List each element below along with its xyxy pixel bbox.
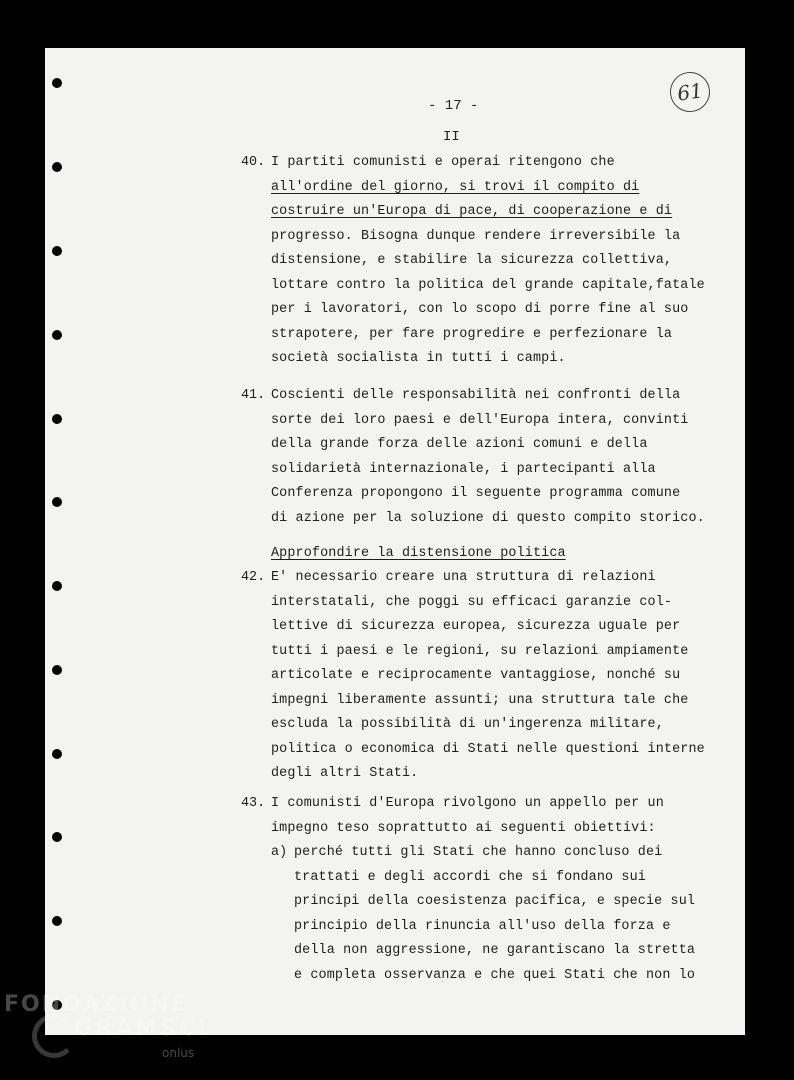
fondazione-gramsci-watermark [4, 992, 210, 1060]
text-line: principio della rinuncia all'uso della forza e [294, 918, 671, 934]
text-line: solidarietà internazionale, i partecipanti alla [271, 461, 656, 477]
text-line: E' necessario creare una struttura di relazioni [271, 570, 656, 585]
text-line: lottare contro la politica del grande capitale,fatale [271, 277, 705, 293]
text-line: degli altri Stati. [271, 766, 419, 781]
text-line: di azione per la soluzione di questo compito storico. [271, 510, 705, 526]
punch-hole [52, 162, 62, 172]
punch-hole [52, 581, 62, 591]
watermark-line2: GRAMSCI [74, 1016, 210, 1041]
text-line: principi della coesistenza pacifica, e specie sul [294, 894, 696, 909]
text-line: della non aggressione, ne garantiscano la stretta [294, 943, 696, 958]
text-line: della grande forza delle azioni comuni e della [271, 437, 648, 452]
text-line: politica o economica di Stati nelle questioni interne [271, 741, 705, 757]
section-heading: II [443, 129, 460, 145]
punch-hole [52, 78, 62, 88]
text-line: impegno teso soprattutto ai seguenti obiettivi: [271, 820, 656, 836]
text-line: società socialista in tutti i campi. [271, 351, 566, 366]
text-line: lettive di sicurezza europea, sicurezza uguale per [271, 619, 681, 634]
text-line: per i lavoratori, con lo scopo di porre fine al suo [271, 302, 689, 317]
watermark-line1: FONDAZIONE [4, 992, 188, 1017]
punch-hole [52, 832, 62, 842]
text-line: e completa osservanza e che quei Stati che non lo [294, 967, 696, 983]
page-number: - 17 - [428, 98, 479, 114]
text-line: sorte dei loro paesi e dell'Europa intera, convinti [271, 412, 689, 428]
text-line: I comunisti d'Europa rivolgono un appello per un [271, 796, 664, 811]
text-line: distensione, e stabilire la sicurezza collettiva, [271, 253, 673, 268]
paragraph-number: 43. [241, 796, 266, 811]
list-marker: a) [271, 845, 288, 860]
punch-hole [52, 246, 62, 256]
paragraph-42 [271, 566, 705, 787]
punch-hole [52, 414, 62, 424]
text-line: articolate e reciprocamente vantaggiose, nonché su [271, 668, 681, 683]
text-line: perché tutti gli Stati che hanno concluso dei [294, 845, 663, 860]
text-line: interstatali, che poggi su efficaci garanzie col- [271, 594, 673, 610]
paragraph-40 [271, 151, 705, 372]
punch-hole [52, 665, 62, 675]
text-line: escluda la possibilità di un'ingerenza militare, [271, 717, 664, 732]
text-line: Coscienti delle responsabilità nei confronti della [271, 388, 681, 403]
text-line: Conferenza propongono il seguente programma comune [271, 486, 681, 501]
text-line: I partiti comunisti e operai ritengono che [271, 155, 615, 170]
punch-hole [52, 330, 62, 340]
list-item-a [294, 841, 695, 988]
punch-hole [52, 749, 62, 759]
watermark-line3: onlus [162, 1046, 195, 1060]
subsection-heading: Approfondire la distensione politica [271, 546, 566, 561]
text-line: impegni liberamente assunti; una struttura tale che [271, 692, 689, 708]
punch-hole [52, 916, 62, 926]
paragraph-43 [271, 792, 664, 841]
paragraph-number: 41. [241, 388, 266, 403]
text-line: trattati e degli accordi che si fondano sui [294, 869, 646, 885]
paragraph-number: 40. [241, 155, 266, 170]
paragraph-41 [271, 384, 705, 531]
text-line: strapotere, per fare progredire e perfezionare la [271, 326, 673, 342]
punch-hole [52, 497, 62, 507]
text-line: progresso. Bisogna dunque rendere irreversibile la [271, 228, 681, 244]
paragraph-number: 42. [241, 570, 266, 585]
text-line: all'ordine del giorno, si trovi il compito di [271, 179, 640, 195]
watermark-g-logo-icon [32, 1014, 76, 1058]
folio-stamp: 61 [667, 69, 712, 114]
text-line: tutti i paesi e le regioni, su relazioni ampiamente [271, 643, 689, 659]
text-line: costruire un'Europa di pace, di cooperazione e di [271, 204, 673, 219]
